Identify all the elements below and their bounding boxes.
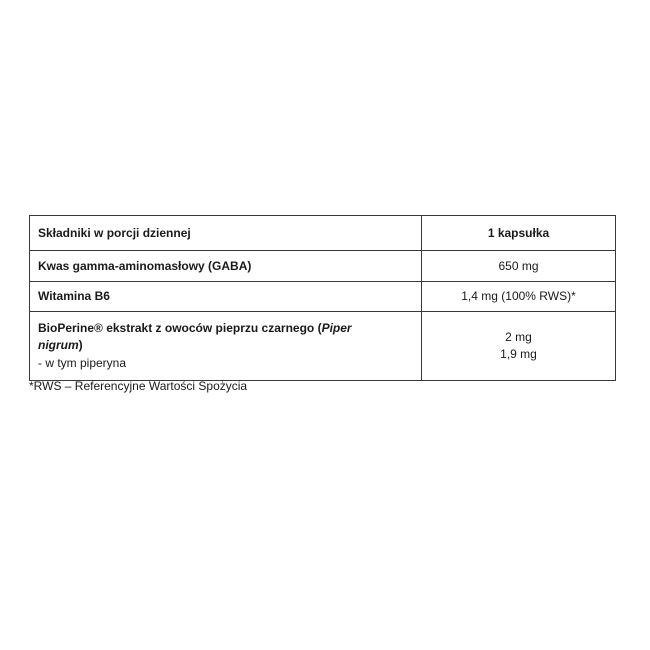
ingredient-cell-bioperine <box>30 312 422 381</box>
bioperine-name <box>38 320 413 354</box>
bioperine-latin-genus: Piper <box>321 321 352 335</box>
ingredient-cell-b6: Witamina B6 <box>30 282 422 312</box>
header-amount-cell: 1 kapsułka <box>422 216 616 251</box>
bioperine-name-suffix: ) <box>78 338 83 352</box>
amount-cell-gaba: 650 mg <box>422 251 616 282</box>
amount-cell-b6: 1,4 mg (100% RWS)* <box>422 282 616 312</box>
table-row <box>30 251 616 282</box>
nutrition-table <box>29 215 616 381</box>
table-header-row <box>30 216 616 251</box>
bioperine-latin-species: nigrum <box>38 338 79 352</box>
piperine-sub-ingredient: - w tym piperyna <box>38 356 127 370</box>
header-ingredient-cell: Składniki w porcji dziennej <box>30 216 422 251</box>
table-row <box>30 282 616 312</box>
piperine-amount: 1,9 mg <box>500 347 537 361</box>
ingredient-cell-gaba: Kwas gamma-aminomasłowy (GABA) <box>30 251 422 282</box>
bioperine-name-prefix: BioPerine® ekstrakt z owoców pieprzu czarnego ( <box>38 321 322 335</box>
table-row <box>30 312 616 381</box>
amount-cell-bioperine <box>422 312 616 381</box>
rws-footnote: *RWS – Referencyjne Wartości Spożycia <box>29 379 248 393</box>
bioperine-amount: 2 mg <box>505 330 532 344</box>
